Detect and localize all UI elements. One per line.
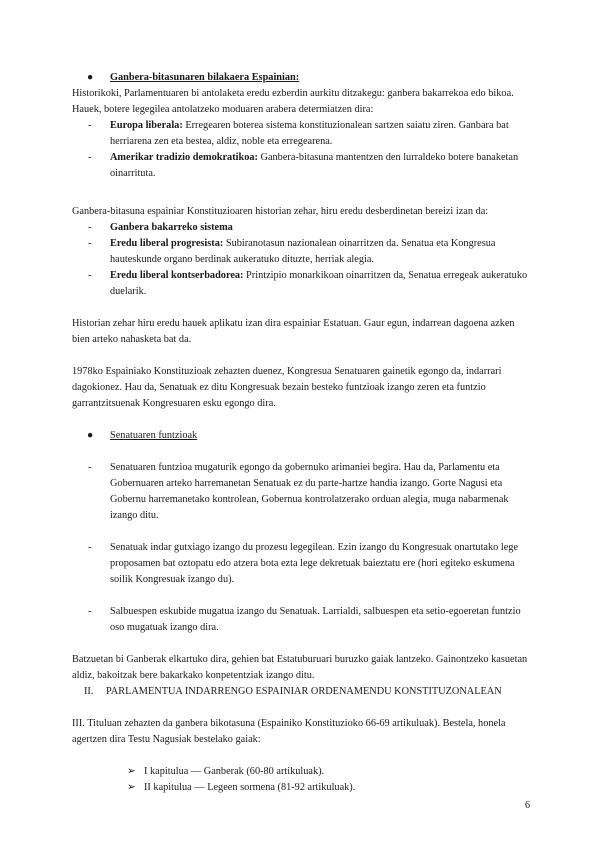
list-item xyxy=(72,540,532,588)
dash-icon: - xyxy=(88,462,92,473)
list-term: Ganbera bakarreko sistema xyxy=(110,222,233,233)
arrow-bullet-icon: ➢ xyxy=(127,782,136,793)
list-term: Europa liberala: xyxy=(110,120,183,131)
history-paragraph: Historian zehar hiru eredu hauek aplikatu izan dira espainiar Estatuan. Gaur egun, indarrean dagoena azken bien arteko nahasketa bat da. xyxy=(72,318,515,345)
section-heading-senatua xyxy=(72,428,532,444)
arrow-bullet-icon: ➢ xyxy=(127,766,136,777)
list-text: Subiranotasun nazionalean oinarritzen da. Senatua eta Kongresua hauteskunde organo berdinak aukeratuko dituzte, herriak alegia. xyxy=(110,238,496,265)
bullet-icon: ● xyxy=(87,430,94,441)
constitution-1978-paragraph: 1978ko Espainiako Konstituzioak zehazten duenez, Kongresua Senatuaren gainetik egongo da, indarrari dagokionez. Hau da, Senatuak ez ditu Kongresuak bezain besteko funtzioak izango zeren eta funtzio garrantzitsuenak Kongresuaren esku egongo dira. xyxy=(72,366,502,409)
list-text: Erregearen boterea sistema konstituzionalean sartzen saiatu ziren. Ganbara bat herriarena zen eta bestea, aldiz, noble eta erregearena. xyxy=(110,120,509,147)
senate-functions-list-2 xyxy=(72,540,532,588)
page-number: 6 xyxy=(525,800,530,811)
dash-icon: - xyxy=(88,152,92,163)
joint-chambers-paragraph: Batzuetan bi Ganberak elkartuko dira, gehien bat Estatuburuari buruzko gaiak lantzeko. Gainontzeko kasuetan aldiz, bakoitzak bere bakarkako konpetentziak izango ditu. xyxy=(72,654,528,681)
list-text: Ganbera-bitasuna mantentzen den lurraldeko botere banaketan oinarrituta. xyxy=(110,152,519,179)
dash-icon: - xyxy=(88,606,92,617)
roman-numeral: II. xyxy=(84,686,94,697)
list-item xyxy=(72,220,532,236)
list-item xyxy=(72,118,532,150)
section-heading-roman xyxy=(72,684,532,700)
parliament-models-list xyxy=(72,118,532,182)
list-text: Senatuak indar gutxiago izango du prozesu legegilean. Ezin izango du Kongresuak onartutako lege proposamen bat oztopatu edo atzera bota ezta lege dekretuak baieztatu ere (hori egiteko eskumena soilik Kongresuak izango du). xyxy=(110,542,519,585)
document-page xyxy=(72,70,532,796)
senate-functions-list xyxy=(72,460,532,524)
dash-icon: - xyxy=(88,270,92,281)
list-text: Printzipio monarkikoan oinarritzen da, Senatua erregeak aukeratuko duelarik. xyxy=(110,270,528,297)
list-text: II kapitulua — Legeen sormena (81-92 artikuluak). xyxy=(144,782,356,793)
heading-text: Ganbera-bitasunaren bilakaera Espainian: xyxy=(110,72,300,83)
list-text: Salbuespen eskubide mugatua izango du Senatuak. Larrialdi, salbuespen eta setio-egoeretan funtzio oso mugatuak izango dira. xyxy=(110,606,521,633)
intro-paragraph: Ganbera-bitasuna espainiar Konstituzioaren historian zehar, hiru eredu desberdinetan bereizi izan da: xyxy=(72,206,489,217)
roman-title: PARLAMENTUA INDARRENGO ESPAINIAR ORDENAMENDU KONSTITUZONALEAN xyxy=(106,686,502,697)
dash-icon: - xyxy=(88,222,92,233)
bullet-icon: ● xyxy=(87,72,94,83)
list-item xyxy=(72,150,532,182)
list-item xyxy=(72,780,532,796)
dash-icon: - xyxy=(88,120,92,131)
list-term: Eredu liberal kontserbadorea: xyxy=(110,270,244,281)
list-term: Amerikar tradizio demokratikoa: xyxy=(110,152,258,163)
heading-text: Senatuaren funtzioak xyxy=(110,430,198,441)
intro-paragraph: Historikoki, Parlamentuaren bi antolaketa eredu ezberdin aurkitu ditzakegu: ganbera bakarrekoa edo bikoa. Hauek, botere legegilea antolatzeko moduaren arabera determiatzen dira: xyxy=(72,88,514,115)
list-text: Senatuaren funtzioa mugaturik egongo da gobernuko arimaniei begira. Hau da, Parlamentu eta Gobernuaren arteko harremanetan Senatuak ez du parte-hartze handia izango. Gorte Nagusi eta Gobernu harremanetako kontrolean, Gobernua kontrolatzerako orduan alegia, muga nabarmenak izango ditu. xyxy=(110,462,509,521)
section-heading-ganbera-bitasuna xyxy=(72,70,532,86)
list-text: I kapitulua — Ganberak (60-80 artikuluak). xyxy=(144,766,325,777)
chapters-list xyxy=(72,764,532,796)
constitutional-models-list xyxy=(72,220,532,300)
dash-icon: - xyxy=(88,542,92,553)
list-term: Eredu liberal progresista: xyxy=(110,238,224,249)
senate-functions-list-3 xyxy=(72,604,532,636)
dash-icon: - xyxy=(88,238,92,249)
list-item xyxy=(72,764,532,780)
title-iii-paragraph: III. Tituluan zehazten da ganbera bikotasuna (Espainiko Konstituzioko 66-69 artikuluak). Bestela, honela agertzen dira Testu Nagusiak bestelako gaiak: xyxy=(72,718,506,745)
list-item xyxy=(72,460,532,524)
list-item xyxy=(72,268,532,300)
list-item xyxy=(72,236,532,268)
list-item xyxy=(72,604,532,636)
